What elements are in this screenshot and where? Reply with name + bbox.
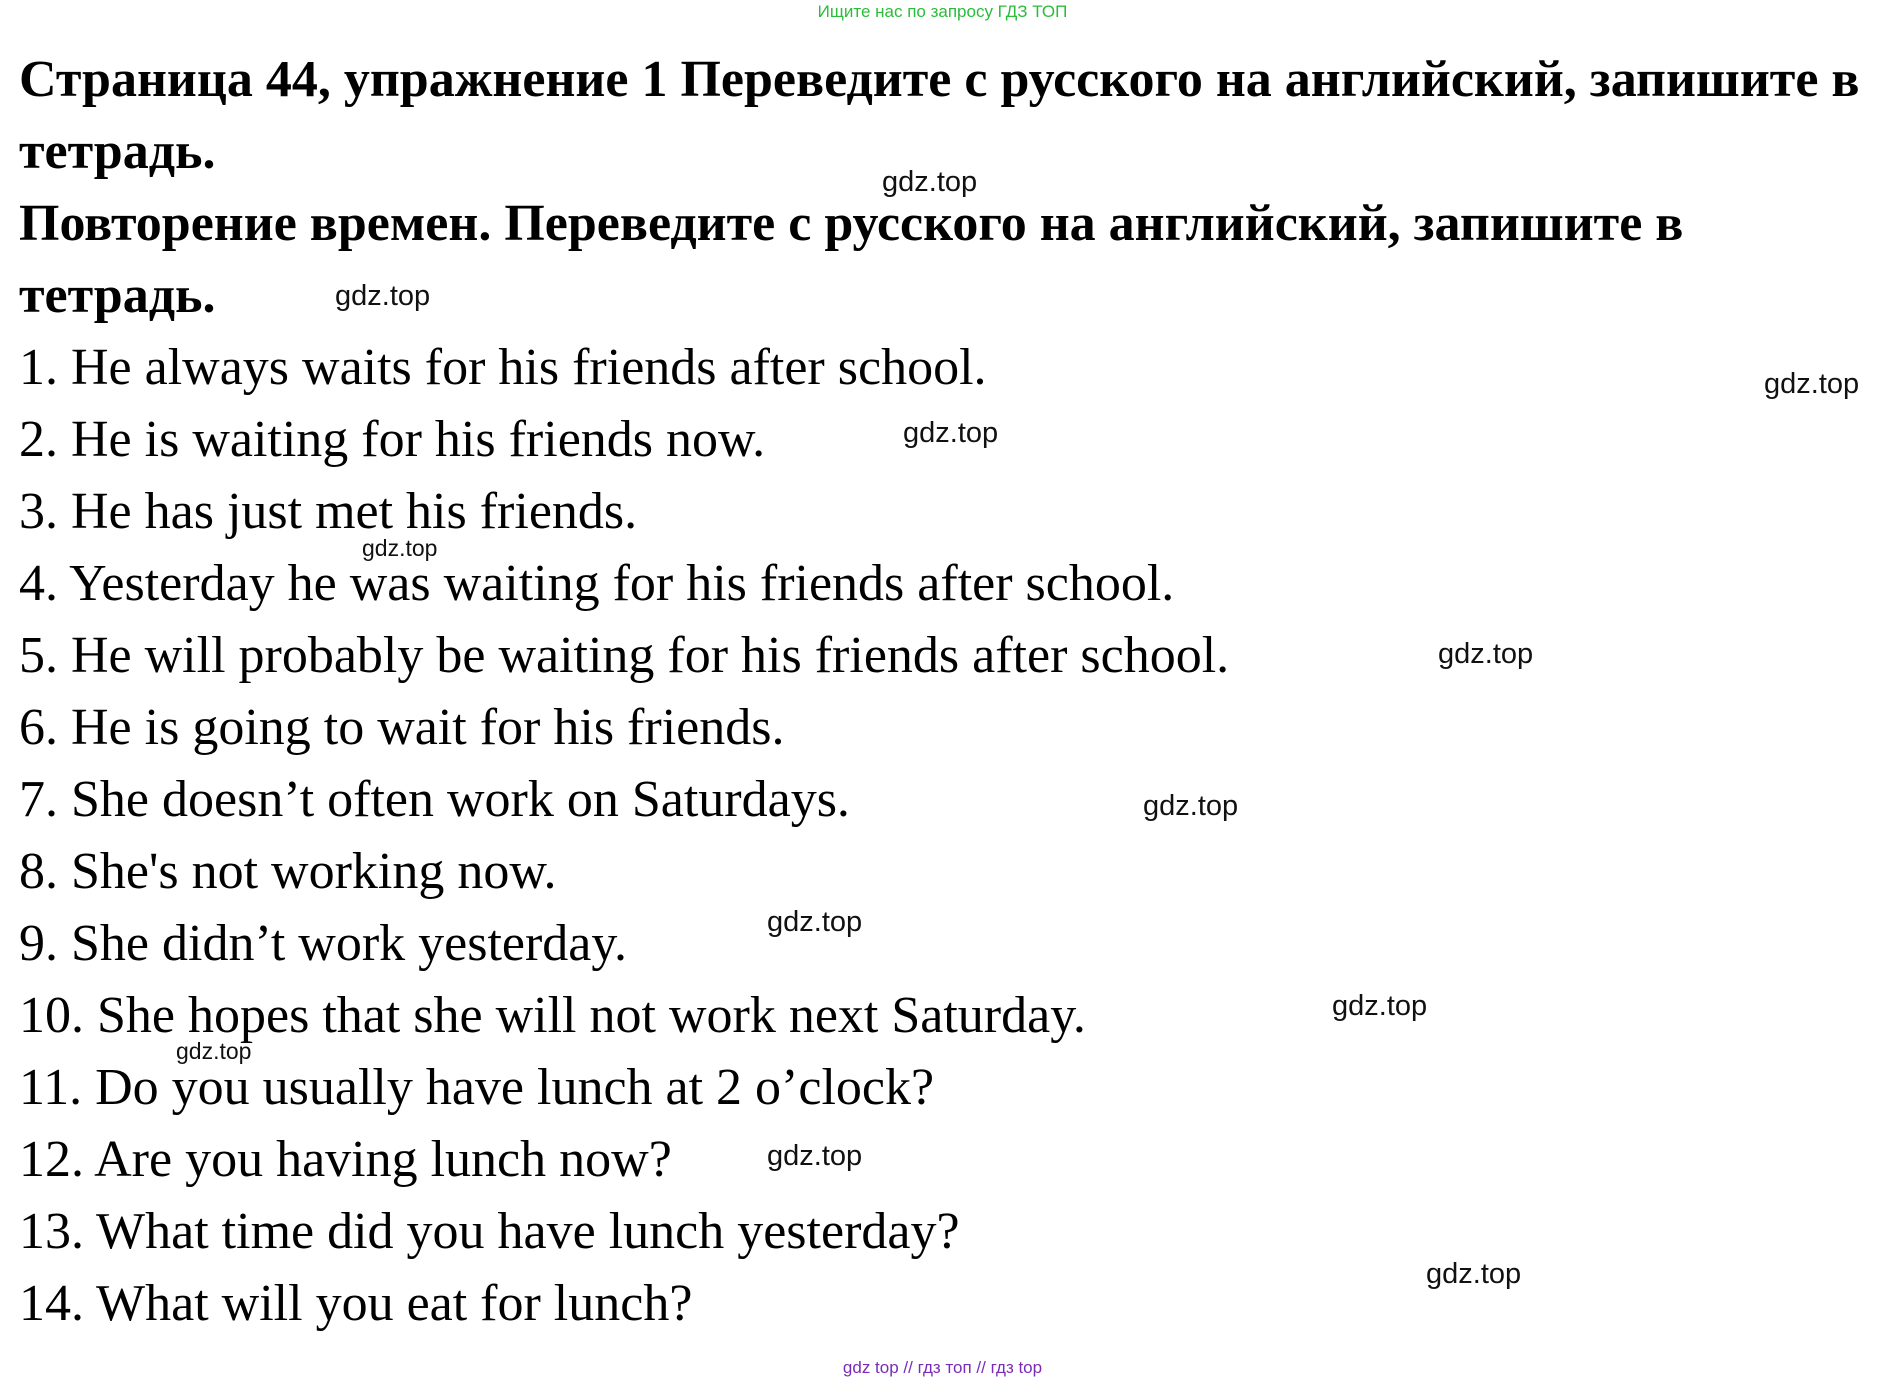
sentence-13: 13. What time did you have lunch yesterday? — [19, 1203, 960, 1260]
watermark: gdz.top — [1764, 368, 1860, 400]
watermark: gdz.top — [1143, 790, 1239, 822]
sentence-4: 4. Yesterday he was waiting for his friends after school. — [19, 555, 1175, 612]
sentence-6: 6. He is going to wait for his friends. — [19, 699, 785, 756]
watermark: gdz.top — [176, 1038, 252, 1064]
sentence-3: 3. He has just met his friends. — [19, 483, 638, 540]
watermark: gdz.top — [1438, 638, 1534, 670]
watermark: gdz.top — [903, 417, 999, 449]
sentence-5: 5. He will probably be waiting for his friends after school. — [19, 627, 1230, 684]
top-banner: Ищите нас по запросу ГДЗ ТОП — [817, 2, 1068, 21]
sentence-list — [19, 332, 1229, 1340]
sentence-11: 11. Do you usually have lunch at 2 o’clock? — [19, 1059, 935, 1116]
sentence-10: 10. She hopes that she will not work next Saturday. — [19, 987, 1086, 1044]
watermark: gdz.top — [362, 535, 438, 561]
sentence-2: 2. He is waiting for his friends now. — [19, 411, 766, 468]
watermark: gdz.top — [335, 280, 431, 312]
watermark: gdz.top — [882, 166, 978, 198]
watermark: gdz.top — [767, 906, 863, 938]
sentence-9: 9. She didn’t work yesterday. — [19, 915, 628, 972]
sentence-1: 1. He always waits for his friends after school. — [19, 339, 987, 396]
sentence-8: 8. She's not working now. — [19, 843, 557, 900]
watermark: gdz.top — [1332, 990, 1428, 1022]
footer-watermark: gdz top // гдз топ // гдз top — [842, 1358, 1043, 1377]
watermark: gdz.top — [1426, 1258, 1522, 1290]
watermark: gdz.top — [767, 1140, 863, 1172]
exercise-subtitle: Повторение времен. Переведите с русского на английский, запишите в тетрадь. — [19, 195, 1684, 324]
sentence-12: 12. Are you having lunch now? — [19, 1131, 672, 1188]
sentence-7: 7. She doesn’t often work on Saturdays. — [19, 771, 850, 828]
exercise-title: Страница 44, упражнение 1 Переведите с русского на английский, запишите в тетрадь. — [19, 51, 1860, 180]
sentence-14: 14. What will you eat for lunch? — [19, 1275, 693, 1332]
